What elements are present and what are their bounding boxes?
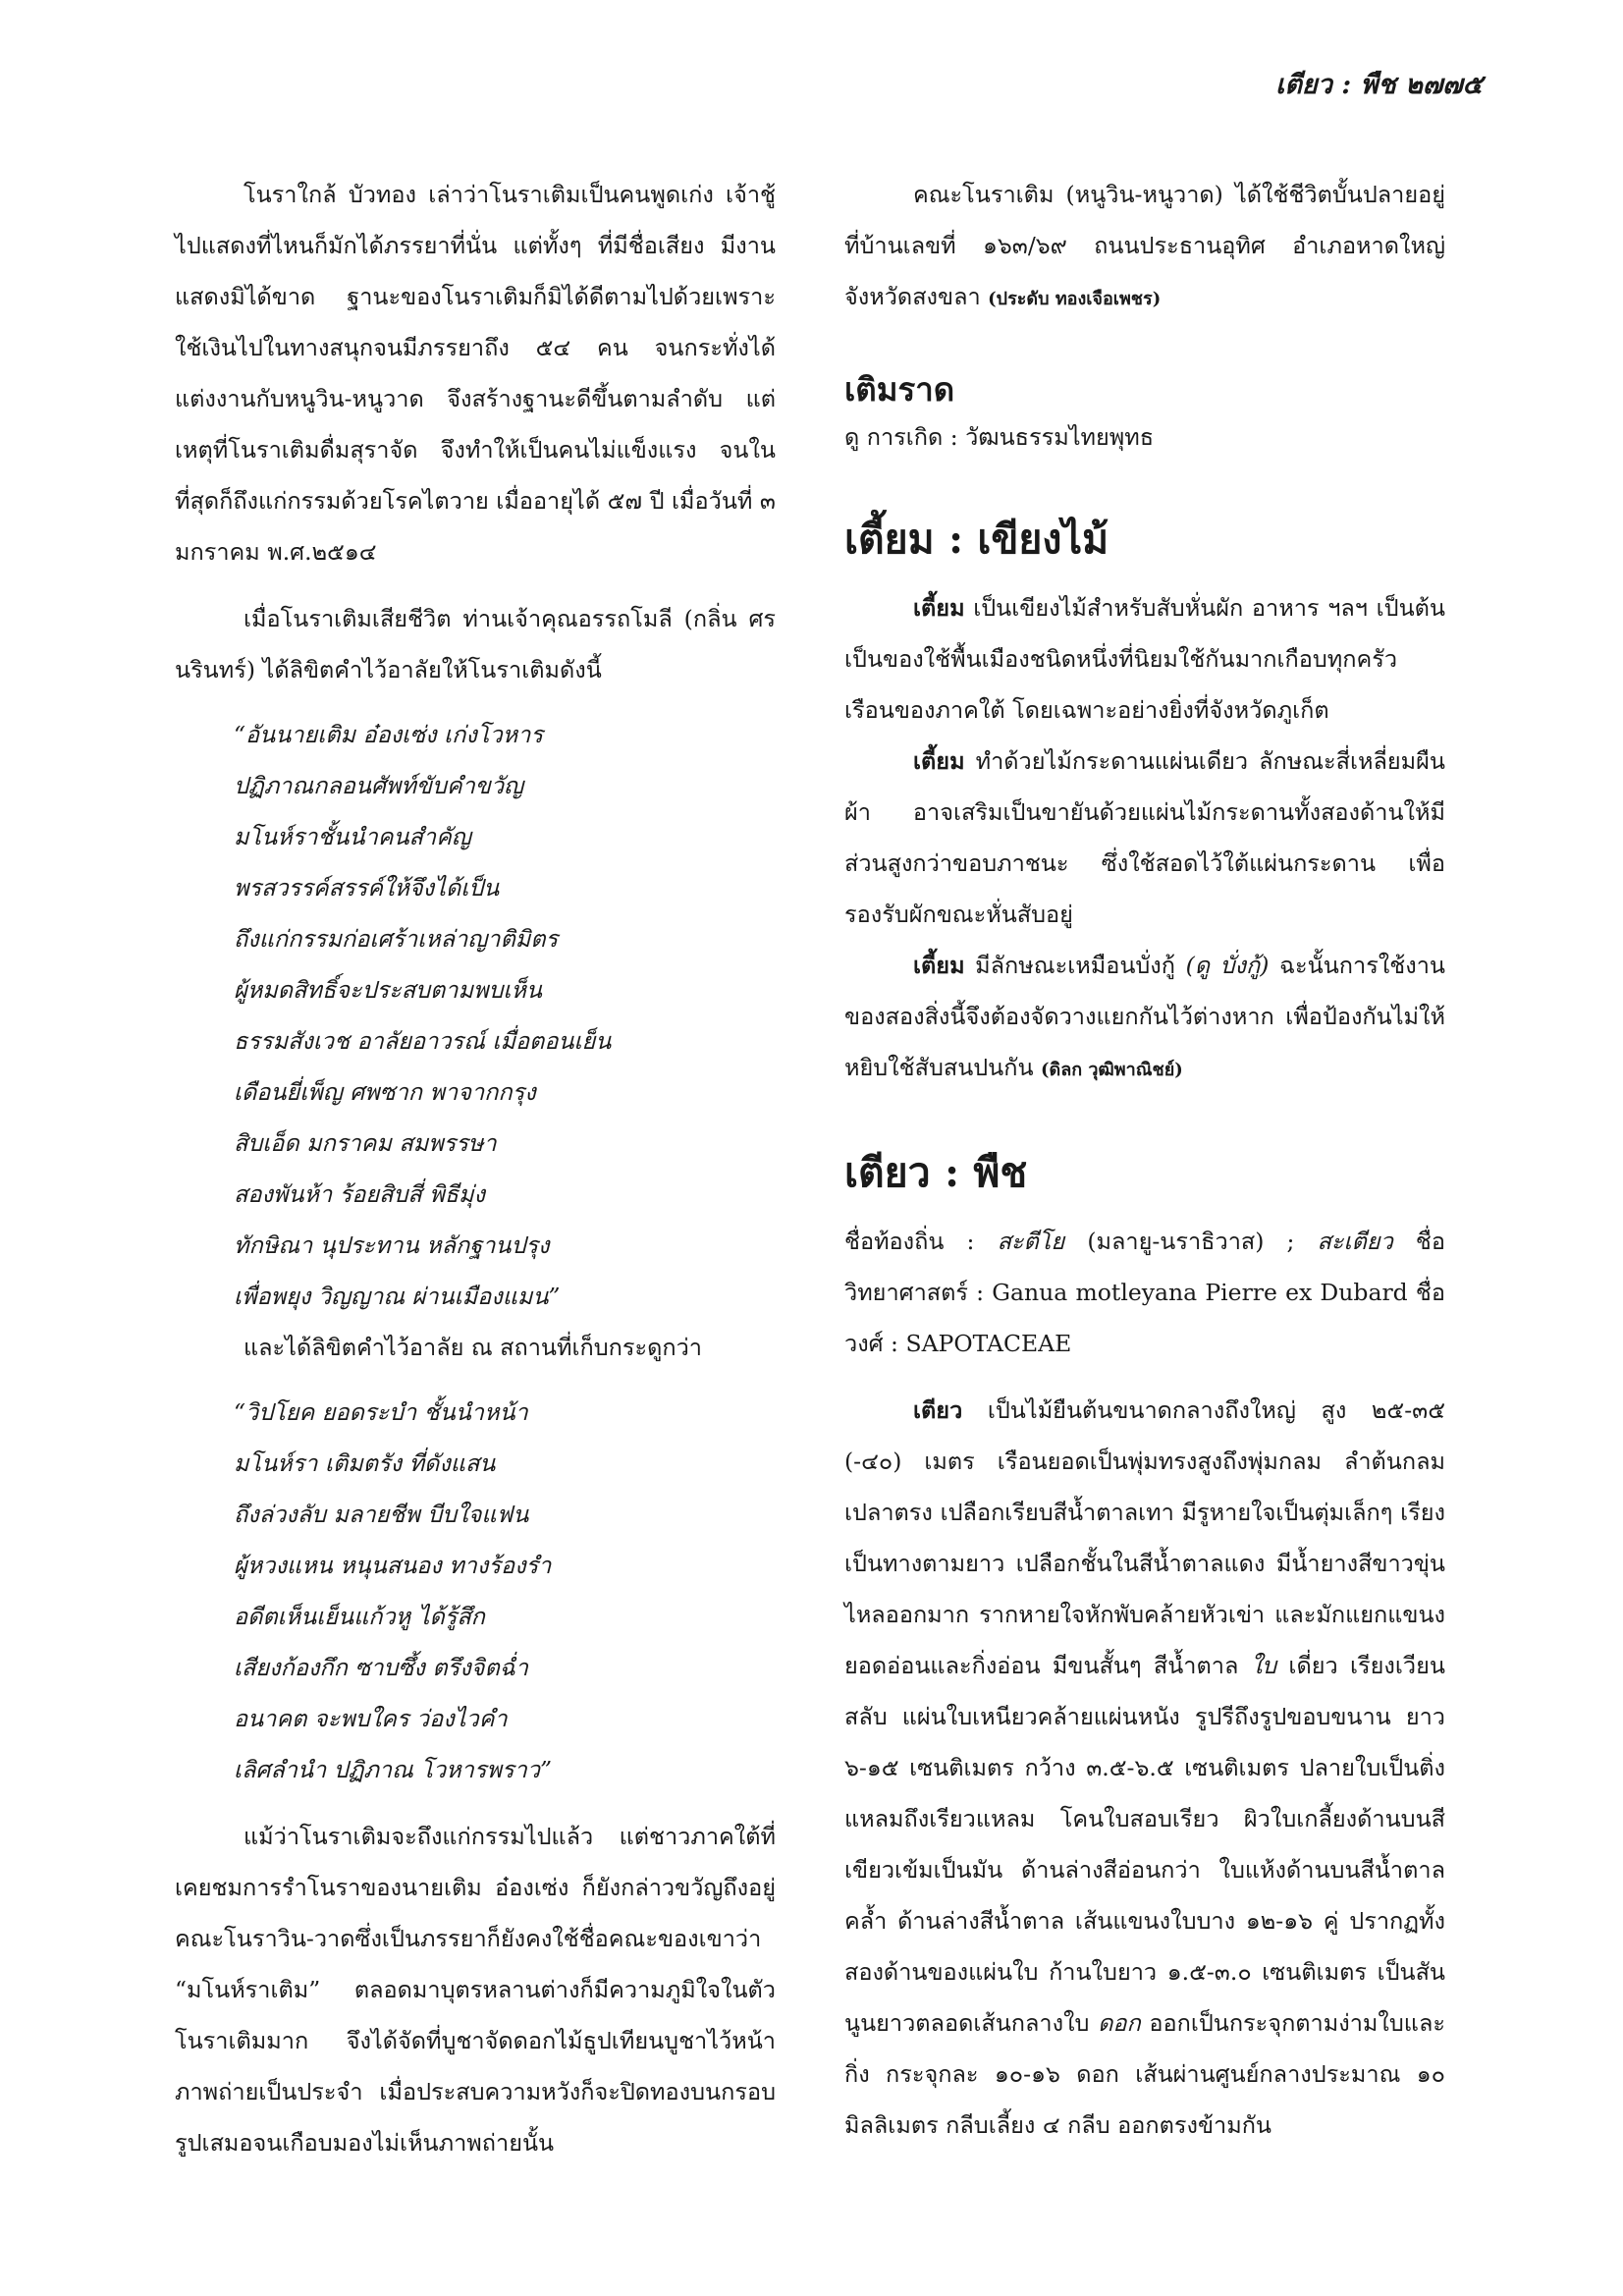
running-header <box>1031 63 1483 105</box>
verse-line: เสียงก้องกึก ซาบซึ้ง ตรึงจิตฉ่ำ <box>234 1654 528 1681</box>
see-reference: (ดู บั่งกู้) <box>1185 952 1270 979</box>
verse-line: พรสวรรค์สรรค์ให้จึงได้เป็น <box>234 874 500 902</box>
scientific-name: Ganua motleyana Pierre ex Dubard <box>992 1279 1408 1306</box>
entry-term: เตี้ยม <box>913 594 965 622</box>
verse-line: มโนห์รา เติมตรัง ที่ดังแสน <box>234 1449 496 1477</box>
left-column <box>175 169 776 2168</box>
verse-line: เดือนยี่เพ็ญ ศพซาก พาจากกรุง <box>234 1078 536 1106</box>
verse-line: ทักษิณา นุประทาน หลักฐานปรุง <box>234 1231 550 1259</box>
verse-line: สิบเอ็ด มกราคม สมพรรษา <box>234 1129 497 1157</box>
paragraph: และได้ลิขิตคำไว้อาลัย ณ สถานที่เก็บกระดูกว่า <box>243 1334 702 1361</box>
paragraph: เตียว เป็นไม้ยืนต้นขนาดกลางถึงใหญ่ สูง ๒๕-๓๕ (-๔๐) เมตร เรือนยอดเป็นพุ่มทรงสูงถึงพุ่มกลม ลำต้นกลมเปลาตรง เปลือกเรียบสีน้ำตาลเทา มีรูหายใจเป็นตุ่มเล็กๆ เรียงเป็นทางตามยาว เปลือกชั้นในสีน้ำตาลแดง มีน้ำยางสีขาวขุ่นไหลออกมาก รากหายใจหักพับคล้ายหัวเข่า และมักแยกแขนง ยอดอ่อนและกิ่งอ่อน มีขนสั้นๆ สีน้ำตาล ใบ เดี่ยว เรียงเวียนสลับ แผ่นใบเหนียวคล้ายแผ่นหนัง รูปรีถึงรูปขอบขนาน ยาว ๖-๑๕ เซนติเมตร กว้าง ๓.๕-๖.๕ เซนติเมตร ปลายใบเป็นติ่งแหลมถึงเรียวแหลม โคนใบสอบเรียว ผิวใบเกลี้ยงด้านบนสีเขียวเข้มเป็นมัน ด้านล่างสีอ่อนกว่า ใบแห้งด้านบนสีน้ำตาลคล้ำ ด้านล่างสีน้ำตาล เส้นแขนงใบบาง ๑๒-๑๖ คู่ ปรากฏทั้งสองด้านของแผ่นใบ ก้านใบยาว ๑.๕-๓.๐ เซนติเมตร เป็นสันนูนยาวตลอดเส้นกลางใบ ดอก ออกเป็นกระจุกตามง่ามใบและกิ่ง กระจุกละ ๑๐-๑๖ ดอก เส้นผ่านศูนย์กลางประมาณ ๑๐ มิลลิเมตร กลีบเลี้ยง ๔ กลีบ ออกตรงข้ามกัน <box>844 1396 1445 2139</box>
verse-line: สองพันห้า ร้อยสิบสี่ พิธีมุ่ง <box>234 1180 486 1208</box>
paragraph: เมื่อโนราเติมเสียชีวิต ท่านเจ้าคุณอรรถโมลี (กลิ่น ศรนรินทร์) ได้ลิขิตคำไว้อาลัยให้โนราเติมดังนี้ <box>175 605 776 683</box>
verse-line: “อันนายเติม อ๋องเซ่ง เก่งโวหาร <box>234 721 543 748</box>
verse-line: ถึงล่วงลับ มลายชีพ บีบใจแฟน <box>234 1501 529 1528</box>
botanical-names: ชื่อท้องถิ่น : สะตีโย (มลายู-นราธิวาส) ; สะเตียว ชื่อวิทยาศาสตร์ : Ganua motleyana Pierre ex Dubard ชื่อวงศ์ : SAPOTACEAE <box>844 1228 1445 1357</box>
verse-line: ผู้หมดสิทธิ์จะประสบตามพบเห็น <box>234 976 542 1004</box>
section-label: ใบ <box>1250 1652 1277 1679</box>
paragraph: โนราใกล้ บัวทอง เล่าว่าโนราเติมเป็นคนพูดเก่ง เจ้าชู้ไปแสดงที่ไหนก็มักได้ภรรยาที่นั่น แต่ทั้งๆ ที่มีชื่อเสียง มีงานแสดงมิได้ขาด ฐานะของโนราเติมก็มิได้ดีตามไปด้วยเพราะใช้เงินไปในทางสนุกจนมีภรรยาถึง ๕๔ คน จนกระทั่งได้แต่งงานกับหนูวิน-หนูวาด จึงสร้างฐานะดีขึ้นตามลำดับ แต่เหตุที่โนราเติมดื่มสุราจัด จึงทำให้เป็นคนไม่แข็งแรง จนในที่สุดก็ถึงแก่กรรมด้วยโรคไตวาย เมื่ออายุได้ ๕๗ ปี เมื่อวันที่ ๓ มกราคม พ.ศ.๒๕๑๔ <box>175 181 776 566</box>
entry-heading: เตียว : พืช <box>844 1149 1028 1196</box>
paragraph: เตี้ยม เป็นเขียงไม้สำหรับสับหั่นผัก อาหาร ฯลฯ เป็นต้น เป็นของใช้พื้นเมืองชนิดหนึ่งที่นิยมใช้กันมากเกือบทุกครัวเรือนของภาคใต้ โดยเฉพาะอย่างยิ่งที่จังหวัดภูเก็ต <box>844 594 1445 724</box>
local-name: สะตีโย <box>997 1228 1065 1255</box>
entry-term: เตี้ยม <box>913 747 965 775</box>
page-number: ๒๗๗๕ <box>1405 70 1483 100</box>
author-credit: (ประดับ ทองเจือเพชร) <box>988 289 1162 309</box>
paragraph: คณะโนราเติม (หนูวิน-หนูวาด) ได้ใช้ชีวิตบั้นปลายอยู่ที่บ้านเลขที่ ๑๖๓/๖๙ ถนนประธานอุทิศ อำเภอหาดใหญ่ จังหวัดสงขลา (ประดับ ทองเจือเพชร) <box>844 181 1445 310</box>
local-name: สะเตียว <box>1317 1228 1393 1255</box>
verse-line: อดีตเห็นเย็นแก้วหู ได้รู้สึก <box>234 1603 485 1630</box>
verse-line: อนาคต จะพบใคร ว่องไวคำ <box>234 1705 508 1732</box>
poem-verse-1 <box>175 709 776 1322</box>
right-column <box>844 169 1445 2151</box>
paragraph: แม้ว่าโนราเติมจะถึงแก่กรรมไปแล้ว แต่ชาวภาคใต้ที่เคยชมการรำโนราของนายเติม อ๋องเซ่ง ก็ยังกล่าวขวัญถึงอยู่ คณะโนราวิน-วาดซึ่งเป็นภรรยาก็ยังคงใช้ชื่อคณะของเขาว่า “มโนห์ราเติม” ตลอดมาบุตรหลานต่างก็มีความภูมิใจในตัวโนราเติมมาก จึงได้จัดที่บูชาจัดดอกไม้ธูปเทียนบูชาไว้หน้าภาพถ่ายเป็นประจำ เมื่อประสบความหวังก็จะปิดทองบนกรอบรูปเสมอจนเกือบมองไม่เห็นภาพถ่ายนั้น <box>175 1823 776 2157</box>
verse-line: ถึงแก่กรรมก่อเศร้าเหล่าญาติมิตร <box>234 925 559 953</box>
verse-line: ผู้หวงแหน หนุนสนอง ทางร้องรำ <box>234 1552 552 1579</box>
family-name: SAPOTACEAE <box>905 1330 1072 1357</box>
author-credit: (ดิลก วุฒิพาณิชย์) <box>1041 1060 1183 1080</box>
verse-line: ธรรมสังเวช อาลัยอาวรณ์ เมื่อตอนเย็น <box>234 1027 612 1055</box>
cross-reference: ดู การเกิด : วัฒนธรรมไทยพุทธ <box>844 423 1155 451</box>
entry-heading: เตี้ยม : เขียงไม้ <box>844 516 1109 563</box>
entry-term: เตี้ยม <box>913 952 965 979</box>
verse-line: เลิศลำนำ ปฏิภาณ โวหารพราว” <box>234 1756 552 1783</box>
running-title: เตียว : พืช <box>1275 70 1396 100</box>
verse-line: “วิปโยค ยอดระบำ ชั้นนำหน้า <box>234 1398 528 1426</box>
paragraph: เตี้ยม มีลักษณะเหมือนบั่งกู้ (ดู บั่งกู้) ฉะนั้นการใช้งานของสองสิ่งนี้จึงต้องจัดวางแยกกันไว้ต่างหาก เพื่อป้องกันไม่ให้หยิบใช้สับสนปนกัน (ดิลก วุฒิพาณิชย์) <box>844 952 1445 1081</box>
entry-heading: เติมราด <box>844 370 955 409</box>
verse-line: ปฏิภาณกลอนศัพท์ขับคำขวัญ <box>234 772 524 799</box>
paragraph: เตี้ยม ทำด้วยไม้กระดานแผ่นเดียว ลักษณะสี่เหลี่ยมผืนผ้า อาจเสริมเป็นขายันด้วยแผ่นไม้กระดานทั้งสองด้านให้มีส่วนสูงกว่าขอบภาชนะ ซึ่งใช้สอดไว้ใต้แผ่นกระดาน เพื่อรองรับผักขณะหั่นสับอยู่ <box>844 747 1445 928</box>
poem-verse-2 <box>175 1387 776 1795</box>
verse-line: มโนห์ราชั้นนำคนสำคัญ <box>234 823 471 850</box>
verse-line: เพื่อพยุง วิญญาณ ผ่านเมืองแมน” <box>234 1283 561 1310</box>
entry-term: เตียว <box>913 1396 963 1424</box>
section-label: ดอก <box>1098 2009 1141 2037</box>
